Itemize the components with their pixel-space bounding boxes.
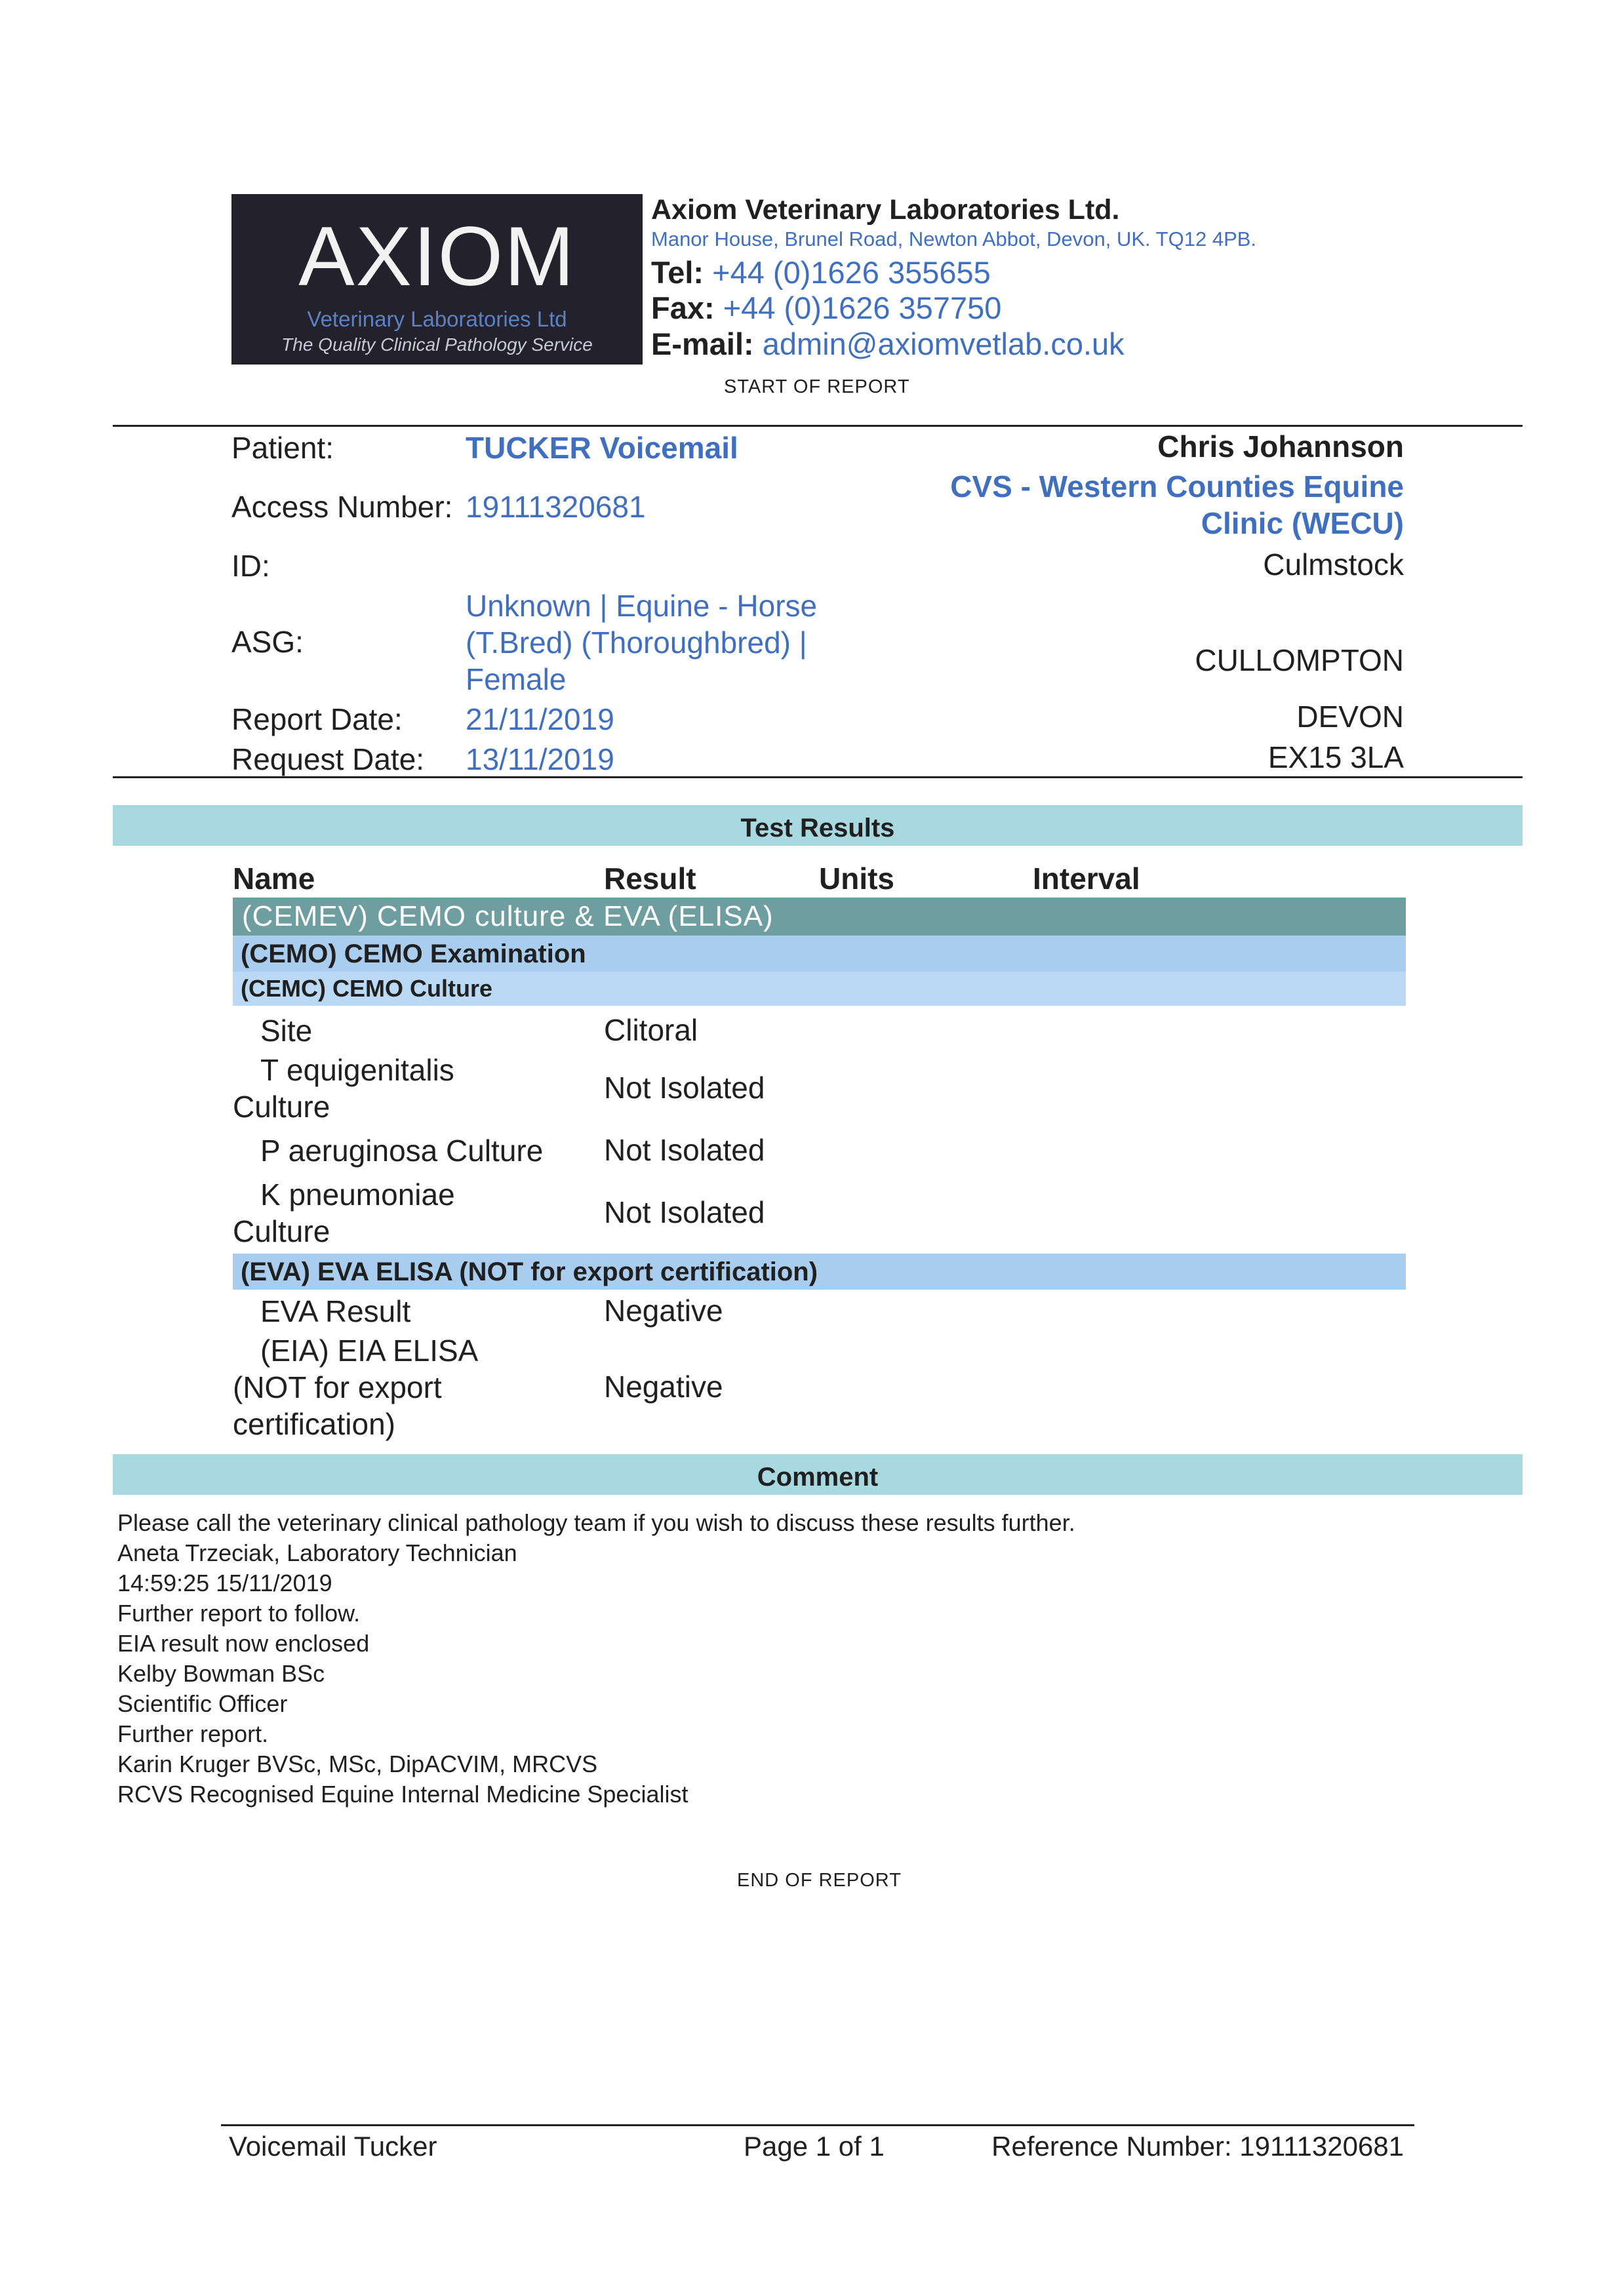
- test-name: Culture: [233, 1214, 330, 1248]
- test-name: T equigenitalis: [260, 1053, 454, 1087]
- asg-line: Female: [466, 662, 567, 696]
- logo-tagline: The Quality Clinical Pathology Service: [281, 334, 593, 355]
- panel-title: (CEMEV) CEMO culture & EVA (ELISA): [233, 898, 1406, 936]
- start-of-report: START OF REPORT: [724, 376, 910, 397]
- footer-divider: [221, 2124, 1414, 2126]
- axiom-logo: [231, 194, 643, 365]
- test-name: (NOT for export: [233, 1370, 442, 1404]
- vet-county: DEVON: [1296, 700, 1404, 734]
- vet-name: Chris Johannson: [1157, 429, 1404, 464]
- fax-label: Fax:: [651, 290, 715, 325]
- logo-subtitle: Veterinary Laboratories Ltd: [307, 307, 567, 331]
- test-name: K pneumoniae: [260, 1178, 455, 1212]
- company-tel: [651, 254, 991, 290]
- company-email: [651, 326, 1125, 362]
- group-title: (EVA) EVA ELISA (NOT for export certification): [233, 1254, 1406, 1290]
- comment-line: Further report to follow.: [117, 1600, 361, 1627]
- asg-value: [466, 587, 817, 698]
- test-result: Not Isolated: [604, 1195, 765, 1229]
- test-result: Not Isolated: [604, 1133, 765, 1167]
- header-interval: Interval: [1033, 861, 1140, 896]
- tel-value: +44 (0)1626 355655: [712, 255, 991, 290]
- comment-line: Scientific Officer: [117, 1690, 288, 1717]
- table-row: [233, 1332, 574, 1442]
- comment-line: Please call the veterinary clinical pathology team if you wish to discuss these results further.: [117, 1509, 1075, 1536]
- tel-label: Tel:: [651, 255, 704, 290]
- test-name: (EIA) EIA ELISA: [260, 1334, 479, 1368]
- company-address: Manor House, Brunel Road, Newton Abbot, Devon, UK. TQ12 4PB.: [651, 228, 1257, 250]
- test-result: Negative: [604, 1370, 723, 1404]
- test-name: P aeruginosa Culture: [260, 1134, 544, 1168]
- test-name: Culture: [233, 1090, 330, 1124]
- test-name: Site: [260, 1014, 313, 1048]
- patient-label: Patient:: [231, 431, 334, 465]
- access-number: 19111320681: [466, 490, 646, 524]
- email-label: E-mail:: [651, 327, 754, 361]
- table-row: [233, 1132, 574, 1169]
- email-value: admin@axiomvetlab.co.uk: [762, 327, 1125, 361]
- subgroup-title: (CEMC) CEMO Culture: [233, 972, 1406, 1006]
- comment-line: RCVS Recognised Equine Internal Medicine Specialist: [117, 1781, 688, 1808]
- end-of-report: END OF REPORT: [737, 1870, 902, 1891]
- logo-wordmark: AXIOM: [298, 210, 576, 304]
- id-label: ID:: [231, 549, 270, 583]
- patient-name: TUCKER Voicemail: [466, 431, 738, 465]
- vet-postcode: EX15 3LA: [1267, 740, 1404, 774]
- table-row: [233, 1176, 574, 1250]
- asg-label: ASG:: [231, 625, 304, 659]
- report-date-label: Report Date:: [231, 702, 403, 736]
- comment-line: 14:59:25 15/11/2019: [117, 1570, 332, 1596]
- test-result: Negative: [604, 1294, 723, 1328]
- asg-line: (T.Bred) (Thoroughbred) |: [466, 625, 807, 660]
- company-name: Axiom Veterinary Laboratories Ltd.: [651, 194, 1120, 226]
- divider-top: [113, 425, 1523, 427]
- clinic-line: Clinic (WECU): [1201, 506, 1404, 540]
- report-date: 21/11/2019: [466, 702, 614, 736]
- vet-city: CULLOMPTON: [1195, 643, 1404, 677]
- comment-line: EIA result now enclosed: [117, 1630, 370, 1657]
- header-name: Name: [233, 861, 315, 896]
- access-label: Access Number:: [231, 490, 453, 524]
- footer-page: Page 1 of 1: [744, 2131, 885, 2162]
- header-units: Units: [819, 861, 894, 896]
- table-row: [233, 1293, 574, 1330]
- comment-band: Comment: [113, 1454, 1523, 1495]
- request-date-label: Request Date:: [231, 742, 425, 776]
- test-name: EVA Result: [260, 1294, 411, 1328]
- fax-value: +44 (0)1626 357750: [723, 290, 1002, 325]
- comment-line: Karin Kruger BVSc, MSc, DipACVIM, MRCVS: [117, 1751, 598, 1777]
- group-title: (CEMO) CEMO Examination: [233, 936, 1406, 972]
- vet-town: Culmstock: [1263, 547, 1404, 582]
- comment-text: [117, 1508, 1075, 1810]
- comment-line: Aneta Trzeciak, Laboratory Technician: [117, 1539, 517, 1566]
- request-date: 13/11/2019: [466, 742, 614, 776]
- clinic-line: CVS - Western Counties Equine: [950, 469, 1404, 504]
- clinic-name: [950, 468, 1404, 542]
- header-result: Result: [604, 861, 696, 896]
- test-results-band: Test Results: [113, 805, 1523, 846]
- test-result: Not Isolated: [604, 1071, 765, 1105]
- comment-line: Kelby Bowman BSc: [117, 1660, 325, 1687]
- table-row: [233, 1052, 574, 1125]
- divider-middle: [113, 776, 1523, 778]
- footer-patient: Voicemail Tucker: [229, 2131, 437, 2162]
- asg-line: Unknown | Equine - Horse: [466, 589, 818, 623]
- table-row: [233, 1012, 574, 1049]
- test-name: certification): [233, 1407, 395, 1441]
- test-result: Clitoral: [604, 1013, 698, 1047]
- company-fax: [651, 290, 1001, 326]
- comment-line: Further report.: [117, 1720, 269, 1747]
- footer-reference: Reference Number: 19111320681: [991, 2131, 1404, 2162]
